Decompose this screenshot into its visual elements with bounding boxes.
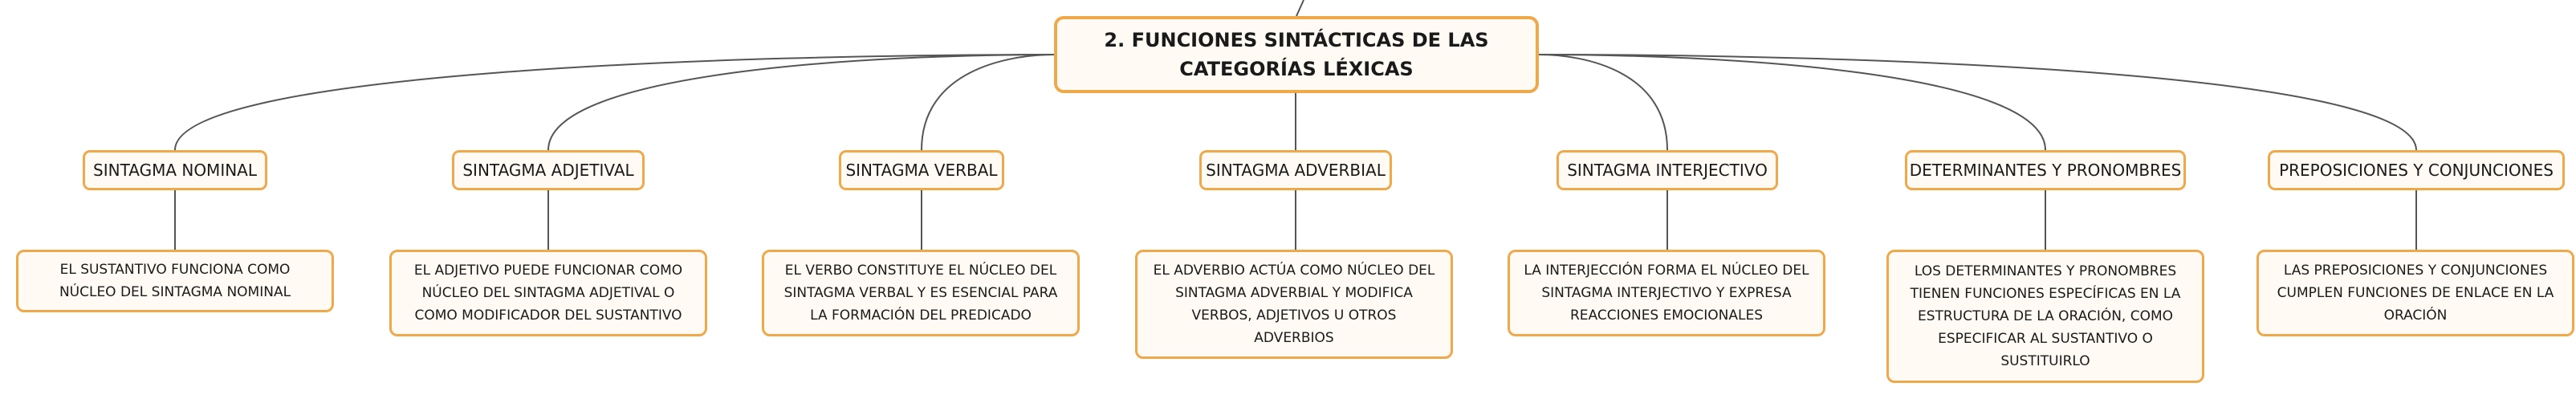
description-determinantes-y-pronombres[interactable]	[1886, 250, 2204, 383]
category-sintagma-adverbial[interactable]	[1199, 150, 1392, 190]
category-label: SINTAGMA NOMINAL	[93, 161, 257, 180]
description-sintagma-verbal[interactable]	[762, 250, 1080, 336]
link-root-to-category	[922, 55, 1054, 150]
category-sintagma-adjetival[interactable]	[452, 150, 645, 190]
category-label: SINTAGMA ADJETIVAL	[462, 161, 634, 180]
category-determinantes-y-pronombres[interactable]	[1905, 150, 2186, 190]
category-label: PREPOSICIONES Y CONJUNCIONES	[2279, 161, 2554, 180]
description-text: LA INTERJECCIÓN FORMA EL NÚCLEO DEL SINTAGMA INTERJECTIVO Y EXPRESA REACCIONES EMOCIONALES	[1524, 263, 1809, 324]
description-text: EL VERBO CONSTITUYE EL NÚCLEO DEL SINTAGMA VERBAL Y ES ESENCIAL PARA LA FORMACIÓN DEL PREDICADO	[783, 263, 1058, 324]
description-text: EL SUSTANTIVO FUNCIONA COMO NÚCLEO DEL SINTAGMA NOMINAL	[59, 262, 291, 300]
link-root-to-category	[1539, 55, 2416, 150]
description-sintagma-interjectivo[interactable]	[1508, 250, 1825, 336]
description-text: EL ADVERBIO ACTÚA COMO NÚCLEO DEL SINTAGMA ADVERBIAL Y MODIFICA VERBOS, ADJETIVOS U OTROS ADVERBIOS	[1153, 263, 1435, 346]
description-text: EL ADJETIVO PUEDE FUNCIONAR COMO NÚCLEO DEL SINTAGMA ADJETIVAL O COMO MODIFICADOR DEL SUSTANTIVO	[413, 263, 683, 324]
root-topic-label: 2. FUNCIONES SINTÁCTICAS DE LAS CATEGORÍAS LÉXICAS	[1104, 29, 1489, 80]
category-label: SINTAGMA INTERJECTIVO	[1567, 161, 1768, 180]
root-topic[interactable]	[1054, 16, 1539, 93]
description-sintagma-adjetival[interactable]	[389, 250, 707, 336]
link-root-to-category	[1539, 55, 1667, 150]
description-text: LAS PREPOSICIONES Y CONJUNCIONES CUMPLEN FUNCIONES DE ENLACE EN LA ORACIÓN	[2277, 263, 2554, 324]
description-preposiciones-y-conjunciones[interactable]	[2257, 250, 2574, 336]
description-text: LOS DETERMINANTES Y PRONOMBRES TIENEN FUNCIONES ESPECÍFICAS EN LA ESTRUCTURA DE LA ORACIÓN, COMO ESPECIFICAR AL SUSTANTIVO O SUSTITUIRLO	[1910, 263, 2181, 369]
category-sintagma-verbal[interactable]	[839, 150, 1004, 190]
link-root-to-category	[1539, 55, 2045, 150]
category-sintagma-interjectivo[interactable]	[1557, 150, 1778, 190]
category-label: SINTAGMA VERBAL	[845, 161, 998, 180]
link-parent	[1296, 0, 1304, 16]
description-sintagma-adverbial[interactable]	[1135, 250, 1453, 359]
description-sintagma-nominal[interactable]	[16, 250, 334, 312]
category-sintagma-nominal[interactable]	[83, 150, 267, 190]
category-preposiciones-y-conjunciones[interactable]	[2268, 150, 2565, 190]
category-label: SINTAGMA ADVERBIAL	[1206, 161, 1386, 180]
category-label: DETERMINANTES Y PRONOMBRES	[1909, 161, 2182, 180]
